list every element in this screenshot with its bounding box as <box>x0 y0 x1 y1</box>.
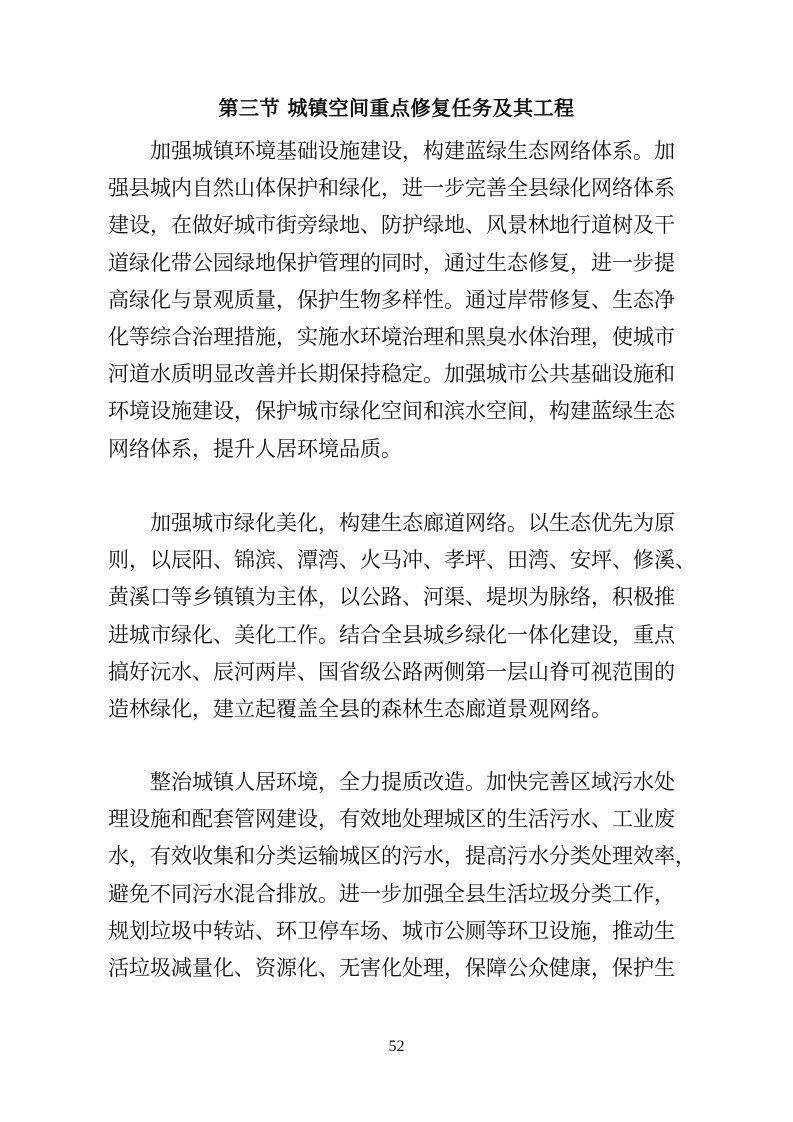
paragraph-line: 则，以辰阳、锦滨、潭湾、火马冲、孝坪、田湾、安坪、修溪、 <box>108 548 696 573</box>
paragraph-line: 规划垃圾中转站、环卫停车场、城市公厕等环卫设施，推动生 <box>108 918 675 943</box>
paragraph-line: 理设施和配套管网建设，有效地处理城区的生活污水、工业废 <box>108 807 675 832</box>
paragraph-line: 进城市绿化、美化工作。结合全县城乡绿化一体化建设，重点 <box>108 622 675 647</box>
paragraph-line: 道绿化带公园绿地保护管理的同时，通过生态修复，进一步提 <box>108 250 675 275</box>
paragraph-line: 整治城镇人居环境，全力提质改造。加快完善区域污水处 <box>150 770 675 794</box>
paragraph-line: 黄溪口等乡镇镇为主体，以公路、河渠、堤坝为脉络，积极推 <box>108 585 675 610</box>
paragraph-2 <box>108 505 696 728</box>
paragraph-line: 活垃圾减量化、资源化、无害化处理，保障公众健康，保护生 <box>108 955 675 980</box>
paragraph-line: 化等综合治理措施，实施水环境治理和黑臭水体治理，使城市 <box>108 324 675 349</box>
paragraph-line: 避免不同污水混合排放。进一步加强全县生活垃圾分类工作， <box>108 881 675 906</box>
paragraph-line: 环境设施建设，保护城市绿化空间和滨水空间，构建蓝绿生态 <box>108 399 675 424</box>
paragraph-line: 搞好沅水、辰河两岸、国省级公路两侧第一层山脊可视范围的 <box>108 659 675 684</box>
paragraph-line: 加强城镇环境基础设施建设，构建蓝绿生态网络体系。加 <box>150 139 675 163</box>
paragraph-line: 河道水质明显改善并长期保持稳定。加强城市公共基础设施和 <box>108 362 675 387</box>
paragraph-line: 加强城市绿化美化，构建生态廊道网络。以生态优先为原 <box>150 511 675 535</box>
paragraph-line: 高绿化与景观质量，保护生物多样性。通过岸带修复、生态净 <box>108 287 675 312</box>
paragraph-line: 水，有效收集和分类运输城区的污水，提高污水分类处理效率， <box>108 844 696 869</box>
paragraph-3 <box>108 764 696 987</box>
paragraph-1 <box>108 133 675 468</box>
paragraph-line: 造林绿化，建立起覆盖全县的森林生态廊道景观网络。 <box>108 696 612 721</box>
page-number: 52 <box>388 1038 405 1055</box>
section-title: 第三节 城镇空间重点修复任务及其工程 <box>218 96 575 120</box>
paragraph-line: 网络体系，提升人居环境品质。 <box>108 436 402 461</box>
paragraph-line: 强县城内自然山体保护和绿化，进一步完善全县绿化网络体系 <box>108 176 675 201</box>
paragraph-line: 建设，在做好城市街旁绿地、防护绿地、风景林地行道树及干 <box>108 213 675 238</box>
